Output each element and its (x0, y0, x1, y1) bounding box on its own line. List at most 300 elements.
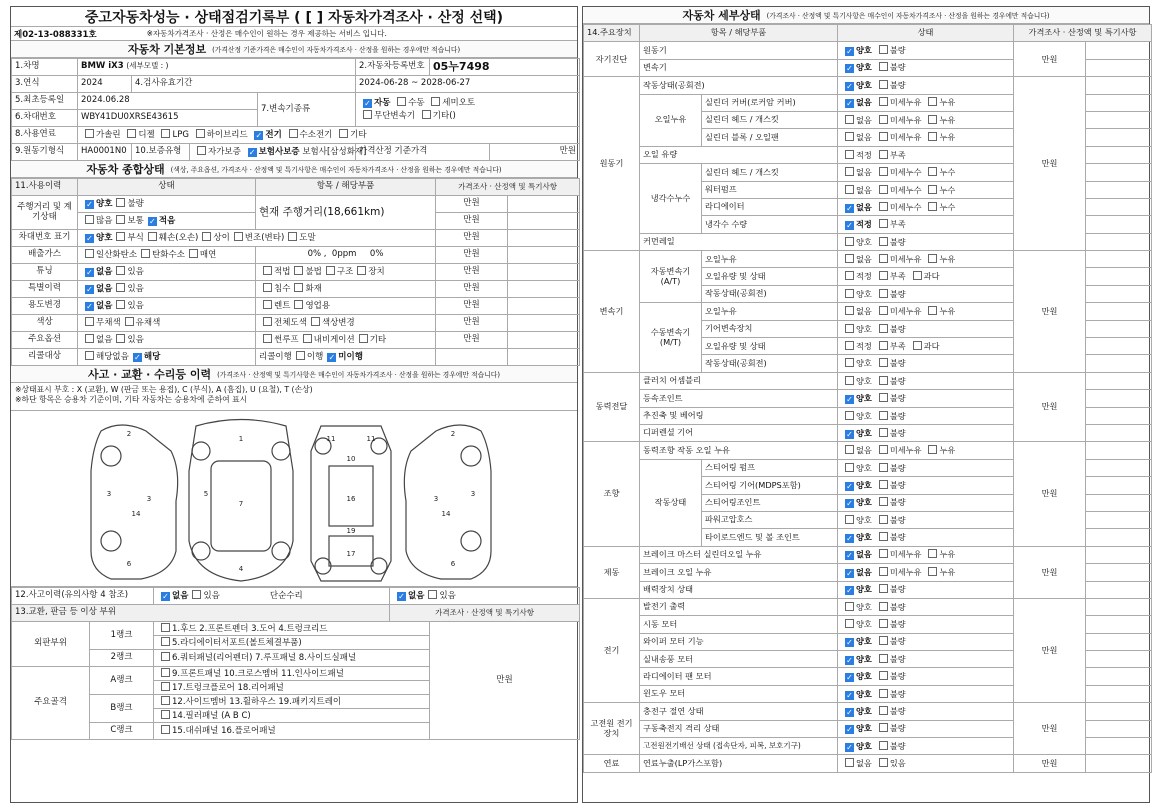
status-checkbox[interactable]: ✓ (846, 725, 853, 735)
price-note-cell[interactable] (1086, 129, 1152, 146)
svg-text:16: 16 (346, 495, 356, 503)
item-label: 추진축 및 베어링 (640, 407, 838, 424)
price-note-cell[interactable] (1086, 720, 1152, 737)
item-label: 배력장치 상태 (640, 581, 838, 598)
price-note-cell[interactable] (1086, 77, 1152, 94)
price-note-cell[interactable] (1086, 616, 1152, 633)
status-checkbox[interactable] (845, 324, 854, 333)
svg-text:10: 10 (346, 455, 356, 463)
status-checkbox[interactable] (879, 306, 888, 315)
checkbox-legal[interactable] (263, 266, 272, 275)
item-label: 냉각수누수 (640, 164, 702, 234)
status-checkbox[interactable] (845, 132, 854, 141)
sub-item-label: 실린더 헤드 / 개스킷 (702, 164, 838, 181)
status-checkbox[interactable] (879, 62, 888, 71)
status-options: ✓ 양호 불량 (838, 477, 1014, 494)
left-panel (10, 6, 578, 803)
status-checkbox[interactable] (928, 97, 937, 106)
status-checkbox[interactable] (845, 376, 854, 385)
status-checkbox[interactable] (928, 115, 937, 124)
device-group-label: 전기 (584, 598, 640, 702)
checkbox-fire[interactable] (294, 283, 303, 292)
status-checkbox[interactable] (879, 45, 888, 54)
svg-text:1: 1 (238, 435, 244, 443)
status-checkbox[interactable] (879, 549, 888, 558)
checkbox-plate-good[interactable]: ✓ (86, 234, 93, 244)
checkbox-few[interactable]: ✓ (149, 217, 156, 227)
checkbox-hybrid[interactable] (196, 129, 205, 138)
status-checkbox[interactable]: ✓ (846, 429, 853, 439)
price-note-cell[interactable] (1086, 442, 1152, 459)
price-note-cell[interactable] (1086, 564, 1152, 581)
status-options: ✓ 양호 불량 (838, 685, 1014, 702)
price-note-cell[interactable] (1086, 511, 1152, 528)
status-checkbox[interactable] (845, 237, 854, 246)
basic-info-header: 자동차 기본정보 (가격산정 기준가격은 매수인이 자동차가격조사 · 산정을 원하는 경우에만 적습니다) (11, 41, 577, 58)
price-unit: 만원 (1014, 442, 1086, 546)
checkbox-navigation[interactable] (303, 334, 312, 343)
checkbox-plate-painted[interactable] (288, 232, 297, 241)
status-checkbox[interactable] (879, 706, 888, 715)
detail-row (584, 598, 1152, 615)
price-note-cell[interactable] (1086, 181, 1152, 198)
status-options: ✓ 양호 불량 (838, 494, 1014, 511)
status-checkbox[interactable]: ✓ (846, 655, 853, 665)
checkbox-color-change[interactable] (311, 317, 320, 326)
price-note-cell[interactable] (1086, 424, 1152, 441)
checkbox-sunroof[interactable] (263, 334, 272, 343)
checkbox-semi-auto[interactable] (431, 97, 440, 106)
status-options: ✓ 양호 불량 (838, 390, 1014, 407)
price-note-cell[interactable] (1086, 320, 1152, 337)
item-label: 작동상태(공회전) (640, 77, 838, 94)
status-checkbox[interactable] (879, 80, 888, 89)
status-checkbox[interactable] (879, 341, 888, 350)
status-checkbox[interactable] (879, 324, 888, 333)
status-checkbox[interactable] (879, 532, 888, 541)
price-note-cell[interactable] (1086, 581, 1152, 598)
checkbox-co[interactable] (85, 249, 94, 258)
device-group-label: 원동기 (584, 77, 640, 251)
price-note-cell[interactable] (1086, 633, 1152, 650)
status-checkbox[interactable] (879, 254, 888, 263)
checkbox-accident-yes[interactable] (192, 590, 201, 599)
price-note-cell[interactable] (1086, 598, 1152, 615)
price-note-cell[interactable] (1086, 198, 1152, 215)
status-options: ✓ 양호 불량 (838, 720, 1014, 737)
status-checkbox[interactable] (879, 202, 888, 211)
checkbox-business[interactable] (294, 300, 303, 309)
price-note-cell[interactable] (1086, 59, 1152, 76)
status-options: 없음 미세누수 누수 (838, 164, 1014, 181)
checkbox-accident-none[interactable]: ✓ (162, 592, 169, 602)
status-options: ✓ 양호 불량 (838, 668, 1014, 685)
rankB-label: B랭크 (90, 695, 154, 723)
status-checkbox[interactable] (928, 549, 937, 558)
status-checkbox[interactable] (879, 671, 888, 680)
checkbox-options-none[interactable] (85, 334, 94, 343)
recall-done-label: 리콜이행 (259, 352, 292, 363)
price-unit: 만원 (1014, 77, 1086, 251)
status-checkbox[interactable] (845, 515, 854, 524)
checkbox-many[interactable] (85, 215, 94, 224)
price-note-cell[interactable] (1086, 285, 1152, 302)
accident-history-label: 12.사고이력(유의사항 4 참조) (12, 588, 154, 605)
status-checkbox[interactable] (928, 167, 937, 176)
status-checkbox[interactable]: ✓ (846, 481, 853, 491)
gas-co-value: 0% (307, 249, 322, 260)
status-checkbox[interactable] (845, 619, 854, 628)
checkbox-repair-none[interactable]: ✓ (398, 592, 405, 602)
status-checkbox[interactable] (879, 463, 888, 472)
status-checkbox[interactable] (879, 567, 888, 576)
status-checkbox[interactable]: ✓ (846, 707, 853, 717)
checkbox-achromatic[interactable] (85, 317, 94, 326)
year-label: 3.연식 (12, 76, 78, 93)
checkbox-electric[interactable]: ✓ (255, 131, 263, 141)
status-checkbox[interactable] (879, 602, 888, 611)
status-checkbox[interactable] (845, 150, 854, 159)
status-checkbox[interactable] (845, 411, 854, 420)
status-checkbox[interactable] (879, 758, 888, 767)
status-checkbox[interactable] (913, 341, 922, 350)
status-checkbox[interactable]: ✓ (846, 586, 853, 596)
checkbox-full-paint[interactable] (263, 317, 272, 326)
sub-item-label: 스티어링 기어(MDPS포함) (702, 477, 838, 494)
status-checkbox[interactable] (928, 254, 937, 263)
status-options: 양호 불량 (838, 598, 1014, 615)
checkbox-usage-yes[interactable] (116, 300, 125, 309)
checkbox-recall-yes[interactable]: ✓ (134, 353, 141, 363)
svg-text:14: 14 (441, 510, 451, 518)
price-note-cell[interactable] (1086, 651, 1152, 668)
status-checkbox[interactable] (879, 723, 888, 732)
price-note-cell[interactable] (1086, 216, 1152, 233)
item-label: 오일 유량 (640, 146, 838, 163)
price-note-cell[interactable] (1086, 303, 1152, 320)
price-note-cell[interactable] (1086, 372, 1152, 389)
checkbox-usage-none[interactable]: ✓ (86, 302, 93, 312)
status-checkbox[interactable] (845, 758, 854, 767)
checkbox-flood[interactable] (263, 283, 272, 292)
status-options: ✓ 양호 불량 (838, 42, 1014, 59)
reg-number-value: 05누7498 (430, 59, 580, 76)
status-options: 없음 미세누유 누유 (838, 303, 1014, 320)
status-checkbox[interactable]: ✓ (846, 47, 853, 57)
status-checkbox[interactable]: ✓ (846, 638, 853, 648)
status-checkbox[interactable] (845, 254, 854, 263)
price-note-cell[interactable] (1086, 703, 1152, 720)
checkbox-auto[interactable]: ✓ (364, 98, 371, 108)
status-checkbox[interactable] (879, 741, 888, 750)
plate-label: 차대번호 표기 (12, 230, 78, 247)
status-options: 없음 미세누수 누수 (838, 181, 1014, 198)
document-number: 제02-13-088331호 (14, 29, 97, 40)
status-checkbox[interactable]: ✓ (846, 64, 853, 74)
price-note-label: 가격조사 · 산정액 및 특기사항 (390, 605, 580, 622)
status-checkbox[interactable] (845, 341, 854, 350)
sub-item-label: 오일유량 및 상태 (702, 268, 838, 285)
item-label: 브레이크 오일 누유 (640, 564, 838, 581)
price-note-cell[interactable] (1086, 738, 1152, 755)
status-options: ✓ 없음 미세누유 누유 (838, 94, 1014, 111)
status-checkbox[interactable] (845, 358, 854, 367)
checkbox-manual[interactable] (397, 97, 406, 106)
device-group-label: 동력전달 (584, 372, 640, 442)
status-checkbox[interactable] (879, 132, 888, 141)
status-checkbox[interactable]: ✓ (846, 99, 853, 109)
status-checkbox[interactable]: ✓ (846, 690, 853, 700)
status-checkbox[interactable]: ✓ (846, 568, 853, 578)
price-note-cell[interactable] (1086, 338, 1152, 355)
status-options: 양호 불량 (838, 355, 1014, 372)
checkbox-tuning-yes[interactable] (116, 266, 125, 275)
price-note-cell[interactable] (1086, 390, 1152, 407)
checkbox-recall-done[interactable] (296, 351, 305, 360)
checkbox-mileage-good[interactable]: ✓ (86, 200, 93, 210)
status-checkbox[interactable] (879, 115, 888, 124)
checkbox-rent[interactable] (263, 300, 272, 309)
price-note-cell[interactable] (1086, 407, 1152, 424)
status-checkbox[interactable]: ✓ (846, 551, 853, 561)
status-checkbox[interactable] (928, 132, 937, 141)
svg-text:7: 7 (238, 500, 244, 508)
status-checkbox[interactable] (879, 654, 888, 663)
item-label: 커먼레일 (640, 233, 838, 250)
simple-repair-label: 단순수리 (269, 591, 303, 602)
status-checkbox[interactable]: ✓ (846, 499, 853, 509)
status-checkbox[interactable] (879, 428, 888, 437)
price-note-cell[interactable] (1086, 94, 1152, 111)
abnormal-parts-label: 13.교환, 판금 등 이상 부위 (12, 605, 390, 622)
status-checkbox[interactable]: ✓ (846, 673, 853, 683)
price-note-cell[interactable] (1086, 459, 1152, 476)
price-note-cell[interactable] (1086, 685, 1152, 702)
price-note-cell[interactable] (1086, 477, 1152, 494)
status-checkbox[interactable]: ✓ (846, 742, 853, 752)
status-options: 양호 불량 (838, 511, 1014, 528)
svg-text:2: 2 (450, 430, 456, 438)
item-label: 발전기 출력 (640, 598, 838, 615)
price-note-cell[interactable] (1086, 233, 1152, 250)
basic-info-table: 1.차명 BMW iX3 (세부모델 : ) 2.자동차등록번호 05누7498 3.연식 2024 4.검사유효기간 2024-06-28 ~ 2028-06-27 5.최초등록일 2024.06.28 7.변속기종류 ✓ 자동 수동 세미오토 무단변속기 기타() 6.차대번호 WBY41DU0XRSE43615 8.사용연료 가솔린 디젤 LPG 하이브리드 ✓ 전기 수소전기 기타 9.원동기형식 HA0001N0 10.보증유형 자가보증 ✓ 보험사보증 보험사[삼성화재] 가격산정 기준가격 만원 (11, 58, 580, 161)
status-checkbox[interactable] (928, 185, 937, 194)
status-checkbox[interactable] (845, 445, 854, 454)
document-number-row (11, 27, 577, 41)
price-unit: 만원 (1014, 251, 1086, 373)
svg-text:14: 14 (131, 510, 141, 518)
price-note-cell[interactable] (1086, 251, 1152, 268)
checkbox-special-none[interactable]: ✓ (86, 285, 93, 295)
status-checkbox[interactable]: ✓ (846, 203, 853, 213)
price-note-cell[interactable] (1086, 42, 1152, 59)
status-checkbox[interactable] (879, 445, 888, 454)
status-checkbox[interactable] (879, 584, 888, 593)
unit: 만원 (436, 332, 508, 349)
sub-item-label: 스티어링 펌프 (702, 459, 838, 476)
price-note-cell[interactable] (1086, 494, 1152, 511)
checkbox-recall-not-done[interactable]: ✓ (328, 353, 336, 363)
status-checkbox[interactable] (879, 515, 888, 524)
status-checkbox[interactable] (928, 202, 937, 211)
col-status: 상태 (78, 179, 256, 196)
checkbox-hc[interactable] (141, 249, 150, 258)
status-checkbox[interactable] (913, 271, 922, 280)
status-checkbox[interactable] (928, 567, 937, 576)
checkbox-plate-corrosion[interactable] (116, 232, 125, 241)
price-note-cell[interactable] (1086, 529, 1152, 546)
detail-row (584, 546, 1152, 563)
status-checkbox[interactable] (879, 271, 888, 280)
vin-value: WBY41DU0XRSE43615 (78, 110, 258, 127)
checkbox-gasoline[interactable] (85, 129, 94, 138)
price-unit: 만원 (1014, 546, 1086, 598)
checkbox-chromatic[interactable] (125, 317, 134, 326)
status-checkbox[interactable] (879, 289, 888, 298)
item-label: 실내송풍 모터 (640, 651, 838, 668)
status-checkbox[interactable] (879, 185, 888, 194)
item-label: 윈도우 모터 (640, 685, 838, 702)
checkbox-recall-na[interactable] (85, 351, 94, 360)
sub-item-label: 워터펌프 (702, 181, 838, 198)
status-checkbox[interactable] (879, 219, 888, 228)
checkbox-cvt[interactable] (363, 110, 372, 119)
checkbox-normal[interactable] (116, 215, 125, 224)
status-options: ✓ 양호 불량 (838, 703, 1014, 720)
status-checkbox[interactable] (845, 602, 854, 611)
right-panel (582, 6, 1150, 803)
sub-item-label: 실린더 헤드 / 개스킷 (702, 111, 838, 128)
price-note-cell[interactable] (1086, 755, 1152, 772)
checkbox-self-warranty[interactable] (197, 146, 206, 155)
checkbox-diesel[interactable] (127, 129, 136, 138)
status-checkbox[interactable] (879, 619, 888, 628)
status-checkbox[interactable] (879, 689, 888, 698)
status-checkbox[interactable] (879, 167, 888, 176)
status-checkbox[interactable] (879, 393, 888, 402)
item-label: 와이퍼 모터 기능 (640, 633, 838, 650)
status-options: 양호 불량 (838, 407, 1014, 424)
status-checkbox[interactable] (879, 480, 888, 489)
rankA-label: A랭크 (90, 667, 154, 695)
checkbox-options-other[interactable] (359, 334, 368, 343)
engine-type-label: 9.원동기형식 (12, 144, 78, 161)
status-checkbox[interactable] (845, 289, 854, 298)
sub-item-label: 작동상태(공회전) (702, 285, 838, 302)
fuel-options: 가솔린 디젤 LPG 하이브리드 ✓ 전기 수소전기 기타 (78, 127, 580, 144)
sub-item-label: 오일유량 및 상태 (702, 338, 838, 355)
price-note-cell[interactable] (1086, 546, 1152, 563)
price-note-cell[interactable] (1086, 668, 1152, 685)
status-checkbox[interactable] (845, 115, 854, 124)
status-checkbox[interactable] (879, 150, 888, 159)
col-history: 11.사용이력 (12, 179, 78, 196)
price-unit: 만원 (1014, 598, 1086, 702)
checkbox-mileage-bad[interactable] (116, 198, 125, 207)
status-checkbox[interactable] (845, 167, 854, 176)
outer-panel-label: 외판부위 (12, 622, 90, 667)
checkbox-illegal[interactable] (294, 266, 303, 275)
price-note-cell[interactable] (1086, 164, 1152, 181)
status-checkbox[interactable] (845, 306, 854, 315)
price-note-cell[interactable] (1086, 111, 1152, 128)
price-note-cell[interactable] (1086, 146, 1152, 163)
item-label: 오일누유 (640, 94, 702, 146)
status-options: ✓ 없음 미세누유 누유 (838, 546, 1014, 563)
svg-text:6: 6 (450, 560, 456, 568)
status-checkbox[interactable]: ✓ (846, 220, 853, 230)
status-options: 양호 불량 (838, 459, 1014, 476)
checkbox-special-yes[interactable] (116, 283, 125, 292)
reg-number-label: 2.자동차등록번호 (356, 59, 430, 76)
status-options: 없음 미세누유 누유 (838, 111, 1014, 128)
checkbox-structure[interactable] (326, 266, 335, 275)
device-group-label: 변속기 (584, 251, 640, 373)
status-checkbox[interactable] (879, 636, 888, 645)
status-checkbox[interactable] (879, 237, 888, 246)
col-price: 가격조사 · 산정액 및 특기사항 (436, 179, 580, 196)
sub-item-label: 실린더 블록 / 오일팬 (702, 129, 838, 146)
status-checkbox[interactable]: ✓ (846, 394, 853, 404)
checkbox-other-trans[interactable] (422, 110, 431, 119)
status-options: 없음 있음 (838, 755, 1014, 772)
checkbox-hydrogen[interactable] (289, 129, 298, 138)
status-options: ✓ 양호 불량 (838, 77, 1014, 94)
status-checkbox[interactable] (928, 306, 937, 315)
item-label: 고전원전기배선 상태 (접속단자, 피복, 보호기구) (640, 738, 838, 755)
status-checkbox[interactable]: ✓ (846, 534, 853, 544)
status-options: ✓ 없음 미세누유 누유 (838, 564, 1014, 581)
col-item: 항목 / 해당부품 (640, 25, 838, 42)
checkbox-lpg[interactable] (161, 129, 170, 138)
status-options: 적정 부족 과다 (838, 268, 1014, 285)
checkbox-repair-yes[interactable] (428, 590, 437, 599)
checkbox-smoke[interactable] (189, 249, 198, 258)
item-label: 등속조인트 (640, 390, 838, 407)
mileage-label: 주행거리 및 계기상태 (12, 196, 78, 230)
status-checkbox[interactable] (845, 271, 854, 280)
checkbox-plate-mismatch[interactable] (202, 232, 211, 241)
status-checkbox[interactable] (879, 358, 888, 367)
engine-type-value: HA0001N0 (78, 144, 132, 161)
detail-header: 자동차 세부상태 (가격조사 · 산정액 및 특기사항은 매수인이 자동차가격조사 · 산정을 원하는 경우에만 적습니다) (583, 7, 1149, 24)
status-checkbox[interactable] (845, 463, 854, 472)
checkbox-insurance-warranty[interactable]: ✓ (248, 148, 256, 158)
status-checkbox[interactable] (879, 376, 888, 385)
svg-text:19: 19 (346, 527, 356, 535)
checkbox-options-yes[interactable] (116, 334, 125, 343)
checkbox-plate-altered[interactable] (234, 232, 243, 241)
svg-text:11: 11 (326, 435, 336, 443)
status-checkbox[interactable] (879, 497, 888, 506)
sub-item-label: 냉각수 수량 (702, 216, 838, 233)
col-item: 항목 / 해당부품 (256, 179, 436, 196)
status-checkbox[interactable] (845, 185, 854, 194)
checkbox-plate-damage[interactable] (148, 232, 157, 241)
item-label: 충전구 절연 상태 (640, 703, 838, 720)
status-checkbox[interactable] (879, 411, 888, 420)
status-checkbox[interactable] (928, 445, 937, 454)
checkbox-fuel-other[interactable] (339, 129, 348, 138)
status-checkbox[interactable]: ✓ (846, 81, 853, 91)
checkbox-device[interactable] (357, 266, 366, 275)
price-note-cell[interactable] (1086, 268, 1152, 285)
checkbox-tuning-none[interactable]: ✓ (86, 268, 93, 278)
status-checkbox[interactable] (879, 97, 888, 106)
fuel-label: 8.사용연료 (12, 127, 78, 144)
price-note-cell[interactable] (1086, 355, 1152, 372)
item-label: 연료누출(LP가스포함) (640, 755, 838, 772)
